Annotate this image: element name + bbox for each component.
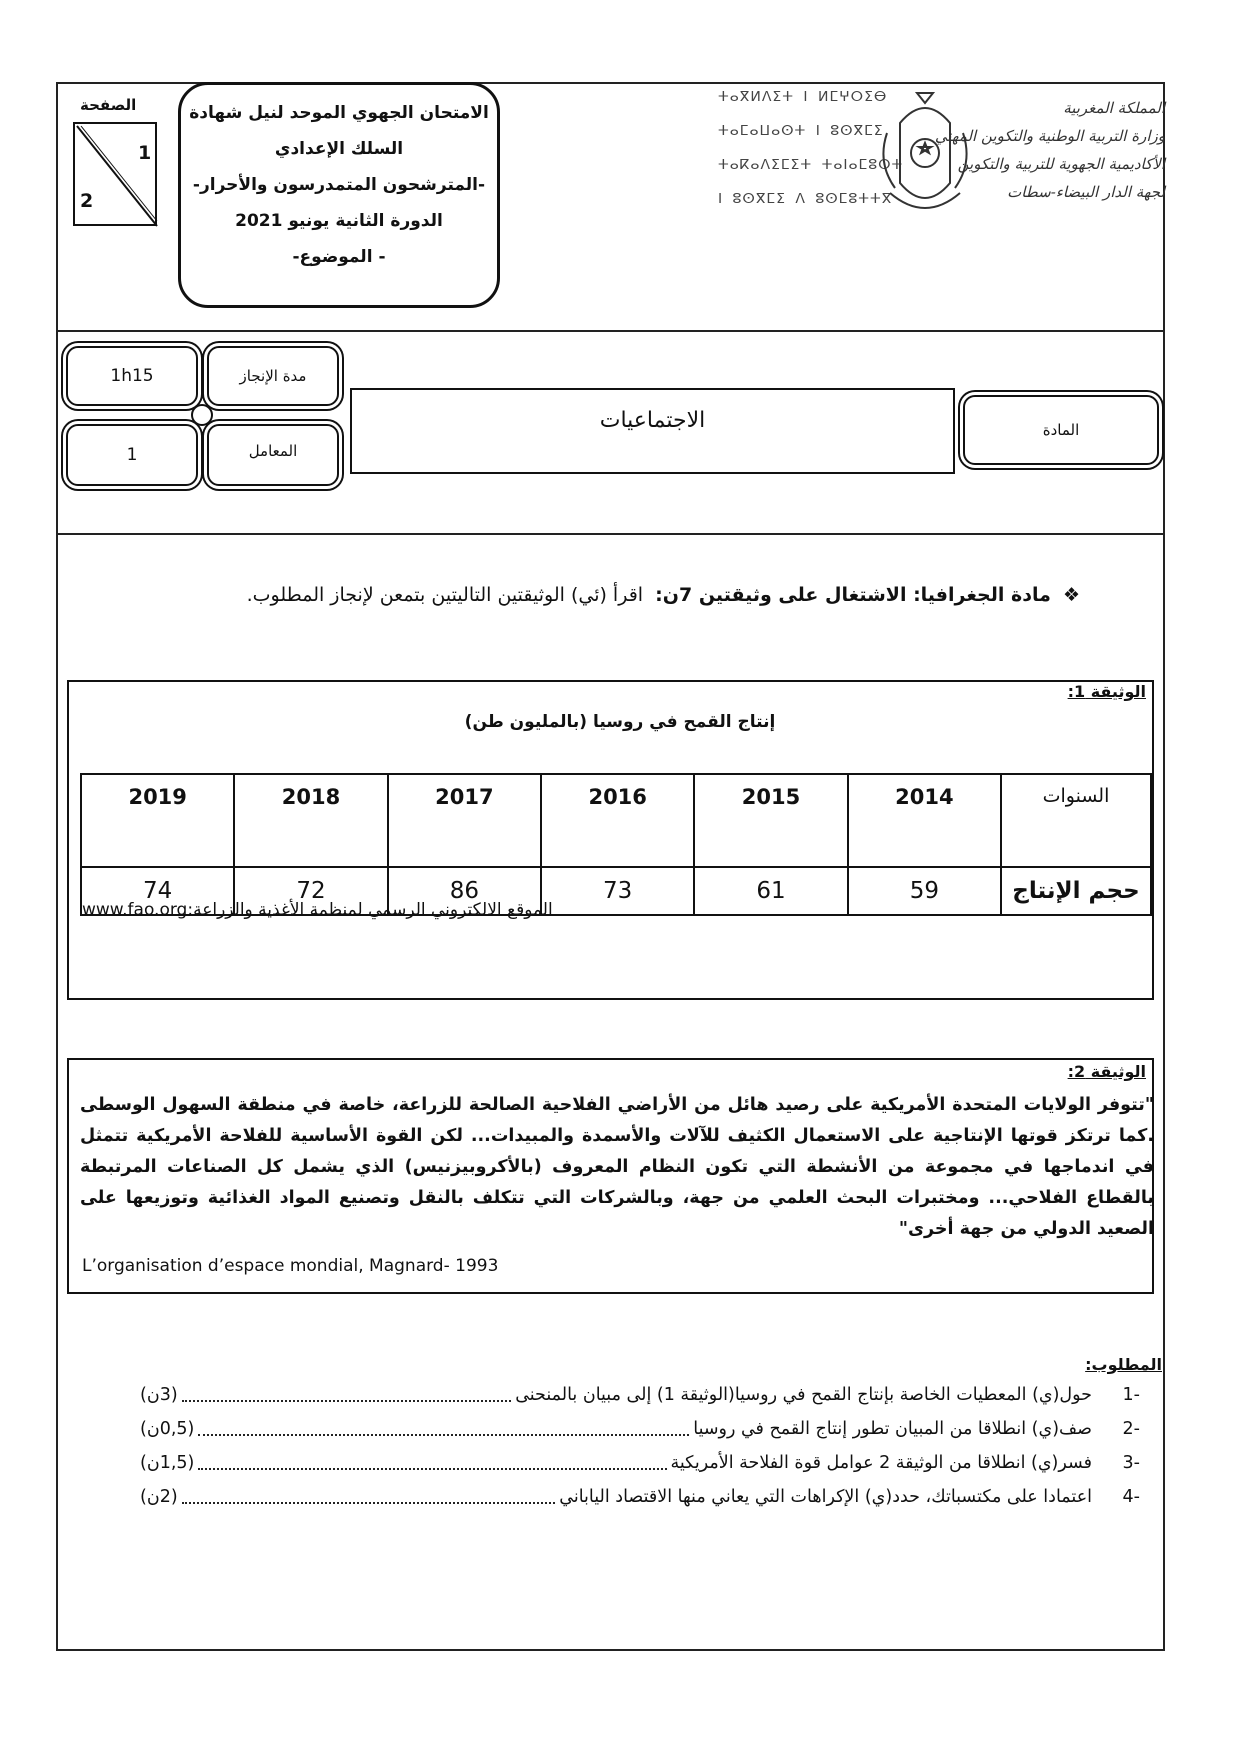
- exam-line-2: -المترشحون المتمدرسون والأحرار-: [192, 175, 486, 195]
- ministry-line-4: لجهة الدار البيضاء-سطات: [1007, 183, 1165, 201]
- section-instruction: اقرأ (ئي) الوثيقتين التاليتين بتمعن لإنجاز المطلوب.: [246, 584, 644, 606]
- task-text: اعتمادا على مكتسباتك، حدد(ي) الإكراهات التي يعاني منها الاقتصاد الياباني: [559, 1487, 1092, 1507]
- duration-value-box: [66, 346, 198, 406]
- task-points: (2ن): [140, 1487, 178, 1507]
- doc1-source-url: www.fao.org: [82, 900, 188, 920]
- page-diagonal: [75, 124, 159, 228]
- task-text: حول(ي) المعطيات الخاصة بإنتاج القمح في روسيا(الوثيقة 1) إلى مبيان بالمنحنى: [515, 1385, 1092, 1405]
- exam-line-3: الدورة الثانية يونيو 2021: [235, 211, 443, 231]
- ministry-arabic-text: [915, 94, 1165, 206]
- page-current: 1: [138, 142, 152, 164]
- subject-value: الاجتماعيات: [599, 408, 706, 433]
- task-points: (1,5ن): [140, 1453, 195, 1473]
- doc1-source-prefix: الموقع الالكتروني الرسمي لمنظمة الأغذية والزراعة:: [187, 900, 553, 920]
- subject-label: المادة: [1042, 421, 1080, 439]
- coef-label: المعامل: [248, 442, 298, 460]
- wheat-production-table: [80, 773, 1152, 916]
- doc1-label: الوثيقة 1:: [1067, 682, 1146, 701]
- geography-section-title: [247, 584, 1080, 606]
- exam-line-1: الامتحان الجهوي الموحد لنيل شهادة السلك الإعدادي: [189, 103, 489, 159]
- duration-label: مدة الإنجاز: [239, 367, 307, 385]
- bullet-icon: ❖: [1050, 584, 1080, 606]
- task-points: (3ن): [140, 1385, 178, 1405]
- coef-label-box: [207, 424, 339, 486]
- task-dots: [198, 1422, 689, 1436]
- production-cell: 74: [81, 867, 234, 915]
- production-cell: 59: [848, 867, 1001, 915]
- ministry-line-2: وزارة التربية الوطنية والتكوين المهني: [934, 127, 1165, 145]
- task-text: صف(ي) انطلاقا من المبيان تطور إنتاج القمح في روسيا: [693, 1419, 1092, 1439]
- tifinagh-line-1: ⵜⴰⴳⵍⴷⵉⵜ ⵏ ⵍⵎⵖⵔⵉⴱ: [718, 89, 888, 105]
- duration-label-box: [207, 346, 339, 406]
- year-cell: 2014: [848, 774, 1001, 867]
- year-cell: 2015: [694, 774, 847, 867]
- connector-circle: [191, 404, 213, 426]
- exam-line-4: - الموضوع-: [292, 247, 386, 267]
- task-item: [140, 1380, 1140, 1410]
- coef-value-box: [66, 424, 198, 486]
- doc1-table-title: إنتاج القمح في روسيا (بالمليون طن): [464, 712, 776, 732]
- years-row: [81, 774, 1151, 867]
- production-cell: 72: [234, 867, 387, 915]
- info-divider: [56, 533, 1165, 535]
- task-number: -1: [1122, 1385, 1140, 1405]
- production-cell: 73: [541, 867, 694, 915]
- tasks-label: المطلوب:: [1085, 1355, 1162, 1374]
- production-cell: 86: [388, 867, 541, 915]
- exam-title-box: [178, 82, 500, 308]
- tifinagh-line-2: ⵜⴰⵎⴰⵡⴰⵙⵜ ⵏ ⵓⵙⴳⵎⵉ: [718, 123, 884, 139]
- tifinagh-line-3: ⵜⴰⴽⴰⴷⵉⵎⵉⵜ ⵜⴰⵏⴰⵎⵓⵔⵜ: [718, 157, 904, 173]
- year-cell: 2019: [81, 774, 234, 867]
- task-item: [140, 1482, 1140, 1512]
- task-dots: [182, 1490, 556, 1504]
- ministry-tifinagh-text: [718, 80, 918, 216]
- task-item: [140, 1448, 1140, 1478]
- coef-value: 1: [126, 445, 138, 465]
- year-cell: 2017: [388, 774, 541, 867]
- year-cell: 2018: [234, 774, 387, 867]
- task-points: (0,5ن): [140, 1419, 195, 1439]
- years-row-header: السنوات: [1001, 774, 1151, 867]
- header-divider: [56, 330, 1165, 332]
- task-number: -3: [1122, 1453, 1140, 1473]
- tifinagh-line-4: ⵏ ⵓⵙⴳⵎⵉ ⴷ ⵓⵙⵎⵓⵜⵜⴳ: [718, 191, 893, 207]
- page-label: الصفحة: [80, 96, 137, 114]
- production-cell: 61: [694, 867, 847, 915]
- doc2-source: L’organisation d’espace mondial, Magnard- 1993: [82, 1256, 499, 1276]
- task-number: -4: [1122, 1487, 1140, 1507]
- task-dots: [198, 1456, 666, 1470]
- year-cell: 2016: [541, 774, 694, 867]
- ministry-line-1: المملكة المغربية: [1063, 99, 1165, 117]
- task-number: -2: [1122, 1419, 1140, 1439]
- doc2-quote-text: "تتوفر الولايات المتحدة الأمريكية على رصيد هائل من الأراضي الفلاحية الصالحة للزراعة، خاصة في منطقة السهول الوسطى .كما ترتكز قوتها الإنتاجية على الاستعمال الكثيف للآلات والأسمدة والمبيدات... لكن القوة الأساسية للفلاحة الأمريكية تتمثل في اندماجها في مجموعة من الأنشطة التي تكون النظام المعروف (بالأكروبيزنيس) الذي يشمل كل الصناعات المرتبطة بالقطاع الفلاحي... ومختبرات البحث العلمي من جهة، وبالشركات التي تتكلف بالنقل وتصنيع المواد الغذائية وتوزيعها على الصعيد الدولي من جهة أخرى": [80, 1095, 1154, 1239]
- subject-value-box: [350, 388, 955, 474]
- doc2-label: الوثيقة 2:: [1067, 1062, 1146, 1081]
- section-title-bold: مادة الجغرافيا: الاشتغال على وثيقتين 7ن:: [655, 584, 1051, 606]
- duration-value: 1h15: [110, 366, 154, 386]
- task-item: [140, 1414, 1140, 1444]
- page-total: 2: [80, 190, 94, 212]
- task-dots: [182, 1388, 512, 1402]
- doc1-source: [82, 900, 660, 920]
- subject-label-box: [963, 395, 1159, 465]
- ministry-line-3: الأكاديمية الجهوية للتربية والتكوين: [957, 155, 1165, 173]
- production-row-header: حجم الإنتاج: [1001, 867, 1151, 915]
- task-text: فسر(ي) انطلاقا من الوثيقة 2 عوامل قوة الفلاحة الأمريكية: [670, 1453, 1092, 1473]
